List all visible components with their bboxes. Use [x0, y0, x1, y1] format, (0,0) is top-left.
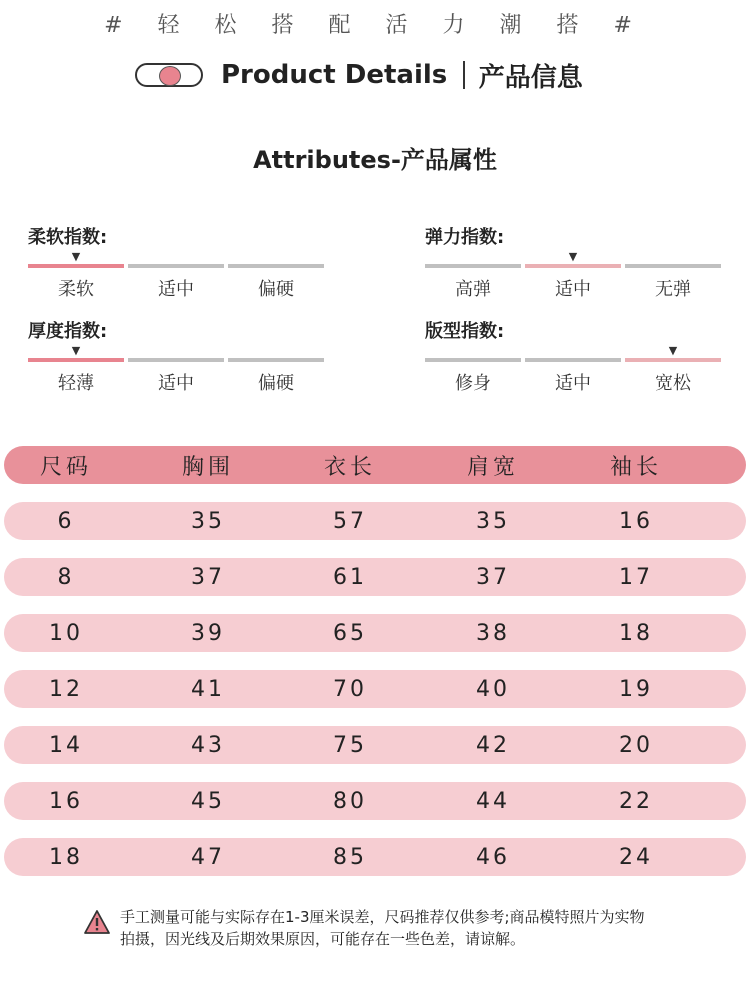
scale-bar — [425, 358, 521, 362]
table-cell: 14 — [49, 732, 83, 758]
table-cell: 42 — [476, 732, 510, 758]
attribute-fit — [425, 320, 725, 395]
table-row — [4, 726, 746, 764]
tagline: # 轻 松 搭 配 活 力 潮 搭 # — [104, 13, 646, 38]
column-header-chest: 胸围 — [181, 454, 234, 480]
table-cell: 16 — [49, 788, 83, 814]
table-cell: 17 — [619, 564, 653, 590]
table-header-row — [4, 446, 746, 484]
scale-option: 轻薄 — [58, 373, 94, 394]
warning-icon — [84, 909, 110, 935]
table-cell: 44 — [476, 788, 510, 814]
scale-option: 偏硬 — [258, 373, 294, 394]
table-cell: 80 — [333, 788, 367, 814]
table-cell: 40 — [476, 676, 510, 702]
column-header-sleeve: 袖长 — [609, 454, 662, 480]
scale-option: 适中 — [158, 373, 194, 394]
toggle-knob — [159, 66, 181, 86]
scale-option: 柔软 — [58, 279, 94, 300]
indicator-arrow-icon: ▼ — [71, 344, 81, 357]
scale-bar — [28, 358, 124, 362]
scale-bar — [228, 358, 324, 362]
table-cell: 16 — [619, 508, 653, 534]
scale-bar — [625, 358, 721, 362]
scale-bar — [128, 264, 224, 268]
table-cell: 85 — [333, 844, 367, 870]
table-cell: 37 — [476, 564, 510, 590]
scale-bar — [525, 264, 621, 268]
scale-option: 修身 — [455, 373, 491, 394]
attribute-label: 弹力指数: — [425, 227, 505, 248]
scale-option: 偏硬 — [258, 279, 294, 300]
header-divider — [463, 61, 465, 89]
table-cell: 45 — [191, 788, 225, 814]
scale-bar — [425, 264, 521, 268]
header-title-cn: 产品信息 — [478, 62, 583, 93]
section-header — [135, 58, 583, 92]
table-cell: 10 — [49, 620, 83, 646]
table-cell: 22 — [619, 788, 653, 814]
attribute-label: 版型指数: — [425, 321, 505, 342]
toggle-icon — [135, 63, 203, 87]
scale-option: 高弹 — [455, 279, 491, 300]
scale-bar — [28, 264, 124, 268]
indicator-arrow-icon: ▼ — [568, 250, 578, 263]
attribute-elasticity — [425, 226, 725, 301]
table-row — [4, 782, 746, 820]
scale-option: 适中 — [158, 279, 194, 300]
note-line-2: 拍摄，因光线及后期效果原因，可能存在一些色差，请谅解。 — [120, 930, 526, 948]
table-cell: 18 — [619, 620, 653, 646]
column-header-shoulder: 肩宽 — [466, 454, 519, 480]
table-cell: 39 — [191, 620, 225, 646]
scale-bar — [228, 264, 324, 268]
table-cell: 12 — [49, 676, 83, 702]
table-cell: 8 — [57, 564, 75, 590]
column-header-length: 衣长 — [323, 454, 376, 480]
table-row — [4, 558, 746, 596]
scale-option: 无弹 — [655, 279, 691, 300]
table-cell: 6 — [57, 508, 75, 534]
scale-bar — [128, 358, 224, 362]
scale-option: 适中 — [555, 279, 591, 300]
table-cell: 75 — [333, 732, 367, 758]
attribute-thickness — [28, 320, 328, 395]
table-cell: 37 — [191, 564, 225, 590]
column-header-size: 尺码 — [39, 454, 92, 480]
table-cell: 19 — [619, 676, 653, 702]
indicator-arrow-icon: ▼ — [668, 344, 678, 357]
table-cell: 24 — [619, 844, 653, 870]
table-cell: 46 — [476, 844, 510, 870]
table-cell: 38 — [476, 620, 510, 646]
table-row — [4, 614, 746, 652]
table-cell: 35 — [191, 508, 225, 534]
scale-option: 适中 — [555, 373, 591, 394]
attributes-title: Attributes-产品属性 — [253, 146, 497, 174]
scale-bar — [625, 264, 721, 268]
attribute-label: 厚度指数: — [28, 321, 108, 342]
indicator-arrow-icon: ▼ — [71, 250, 81, 263]
table-cell: 57 — [333, 508, 367, 534]
table-cell: 20 — [619, 732, 653, 758]
measurement-note — [84, 906, 724, 950]
table-row — [4, 670, 746, 708]
attribute-label: 柔软指数: — [28, 227, 108, 248]
table-cell: 65 — [333, 620, 367, 646]
table-cell: 35 — [476, 508, 510, 534]
attribute-softness — [28, 226, 328, 301]
table-row — [4, 838, 746, 876]
scale-option: 宽松 — [655, 373, 691, 394]
table-row — [4, 502, 746, 540]
table-cell: 70 — [333, 676, 367, 702]
table-cell: 41 — [191, 676, 225, 702]
scale-bar — [525, 358, 621, 362]
table-cell: 47 — [191, 844, 225, 870]
header-title-en: Product Details — [221, 60, 448, 90]
table-cell: 43 — [191, 732, 225, 758]
note-line-1: 手工测量可能与实际存在1-3厘米误差，尺码推荐仅供参考;商品模特照片为实物 — [120, 908, 645, 926]
table-cell: 18 — [49, 844, 83, 870]
table-cell: 61 — [333, 564, 367, 590]
